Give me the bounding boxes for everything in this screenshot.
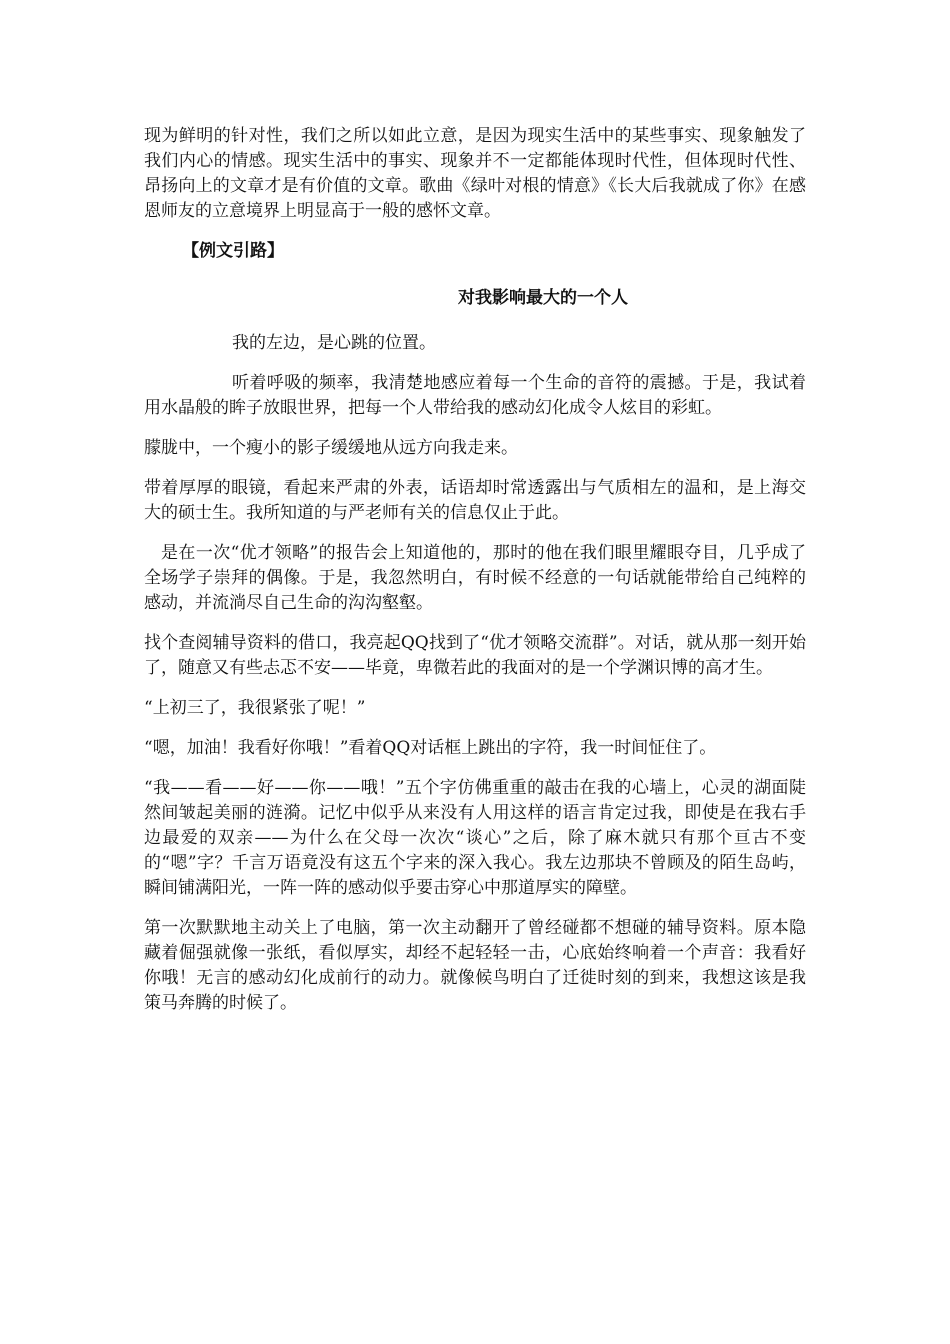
article-paragraph: 是在一次“优才领略”的报告会上知道他的，那时的他在我们眼里耀眼夺目，几乎成了全场学子崇拜的偶像。于是，我忽然明白，有时候不经意的一句话就能带给自己纯粹的感动，并流淌尽自己生命的沟沟壑壑。	[144, 543, 806, 613]
intro-paragraph: 现为鲜明的针对性，我们之所以如此立意，是因为现实生活中的某些事实、现象触发了我们内心的情感。现实生活中的事实、现象并不一定都能体现时代性，但体现时代性、昂扬向上的文章才是有价值的文章。歌曲《绿叶对根的情意》《长大后我就成了你》在感恩师友的立意境界上明显高于一般的感怀文章。	[144, 126, 806, 221]
article-paragraph: 朦胧中，一个瘦小的影子缓缓地从远方向我走来。	[144, 438, 518, 458]
article-paragraph: 找个查阅辅导资料的借口，我亮起QQ找到了“优才领略交流群”。对话，就从那一刻开始了，随意又有些忐忑不安——毕竟，卑微若此的我面对的是一个学渊识博的高才生。	[144, 633, 806, 678]
article-paragraph: 我的左边，是心跳的位置。	[232, 333, 436, 353]
section-heading: 【例文引路】	[182, 241, 284, 261]
article-title: 对我影响最大的一个人	[458, 288, 628, 308]
article-paragraph: 带着厚厚的眼镜，看起来严肃的外表，话语却时常透露出与气质相左的温和，是上海交大的硕士生。我所知道的与严老师有关的信息仅止于此。	[144, 478, 806, 523]
article-paragraph: “我——看——好——你——哦！”五个字仿佛重重的敲击在我的心墙上，心灵的湖面陡然间皱起美丽的涟漪。记忆中似乎从来没有人用这样的语言肯定过我，即使是在我右手边最爱的双亲——为什么在父母一次次“谈心”之后，除了麻木就只有那个亘古不变的“嗯”字？千言万语竟没有这五个字来的深入我心。我左边那块不曾顾及的陌生岛屿，瞬间铺满阳光，一阵一阵的感动似乎要击穿心中那道厚实的障壁。	[144, 778, 806, 898]
article-paragraph: “嗯，加油！我看好你哦！”看着QQ对话框上跳出的字符，我一时间怔住了。	[144, 738, 717, 758]
document-page	[144, 124, 806, 1031]
article-paragraph: 第一次默默地主动关上了电脑，第一次主动翻开了曾经碰都不想碰的辅导资料。原本隐藏着倔强就像一张纸，看似厚实，却经不起轻轻一击，心底始终响着一个声音：我看好你哦！无言的感动幻化成前行的动力。就像候鸟明白了迁徙时刻的到来，我想这该是我策马奔腾的时候了。	[144, 918, 806, 1013]
article-paragraph: “上初三了，我很紧张了呢！”	[144, 698, 366, 718]
article-paragraph: 听着呼吸的频率，我清楚地感应着每一个生命的音符的震撼。于是，我试着用水晶般的眸子放眼世界，把每一个人带给我的感动幻化成令人炫目的彩虹。	[144, 373, 806, 418]
